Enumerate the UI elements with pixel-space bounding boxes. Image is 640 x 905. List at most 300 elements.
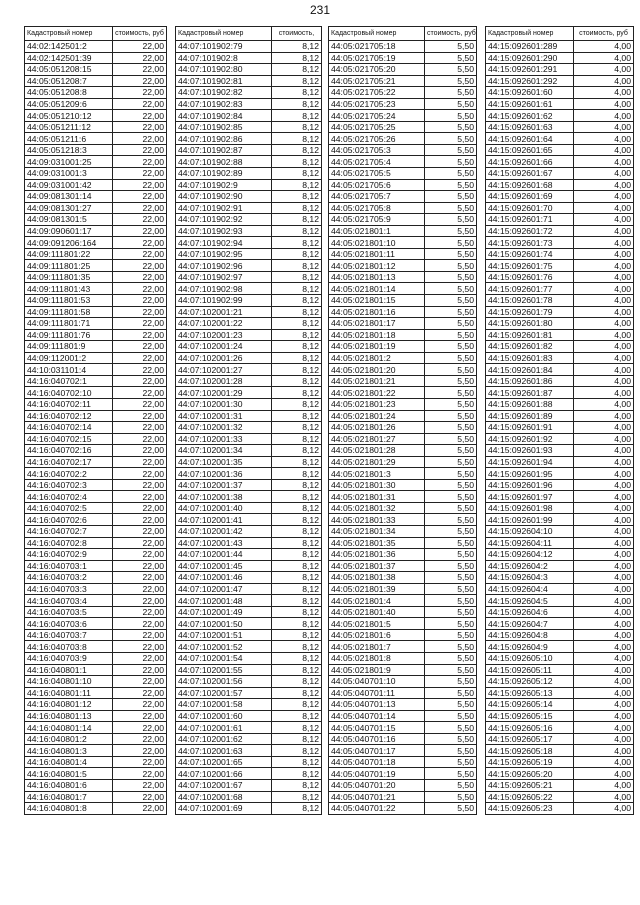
table-header xyxy=(25,27,167,41)
cost-cell: 8,12 xyxy=(272,168,322,180)
cost-cell: 4,00 xyxy=(574,479,634,491)
cadastral-number-cell: 44:05:021801:5 xyxy=(329,618,425,630)
cost-cell: 8,12 xyxy=(272,364,322,376)
cost-cell: 4,00 xyxy=(574,595,634,607)
cadastral-number-cell: 44:16:040702:4 xyxy=(25,491,113,503)
table-row xyxy=(486,733,634,745)
cost-cell: 8,12 xyxy=(272,64,322,76)
cost-cell: 4,00 xyxy=(574,375,634,387)
cost-cell: 5,50 xyxy=(425,525,477,537)
table-row xyxy=(176,387,322,399)
cadastral-number-cell: 44:16:040702:8 xyxy=(25,537,113,549)
table-row xyxy=(176,237,322,249)
table-row xyxy=(329,87,477,99)
cadastral-number-cell: 44:05:021705:26 xyxy=(329,133,425,145)
table-row xyxy=(176,549,322,561)
table-row xyxy=(25,595,167,607)
table-row xyxy=(329,144,477,156)
table-row xyxy=(176,699,322,711)
table-row xyxy=(176,168,322,180)
table-row xyxy=(486,87,634,99)
table-row xyxy=(329,733,477,745)
table-row xyxy=(329,664,477,676)
table-row xyxy=(25,664,167,676)
cadastral-number-cell: 44:16:040801:13 xyxy=(25,710,113,722)
cost-cell: 22,00 xyxy=(113,144,167,156)
cadastral-number-cell: 44:16:040801:6 xyxy=(25,780,113,792)
cost-cell: 5,50 xyxy=(425,768,477,780)
cost-cell: 5,50 xyxy=(425,110,477,122)
cost-cell: 8,12 xyxy=(272,687,322,699)
cadastral-number-cell: 44:05:021705:25 xyxy=(329,121,425,133)
table-row xyxy=(25,722,167,734)
cadastral-number-cell: 44:05:021705:22 xyxy=(329,87,425,99)
cadastral-number-cell: 44:05:021801:18 xyxy=(329,329,425,341)
cadastral-number-cell: 44:16:040702:2 xyxy=(25,468,113,480)
cost-cell: 4,00 xyxy=(574,560,634,572)
cost-cell: 22,00 xyxy=(113,710,167,722)
table-row xyxy=(176,652,322,664)
cost-cell: 5,50 xyxy=(425,583,477,595)
table-row xyxy=(329,560,477,572)
table-row xyxy=(486,572,634,584)
cadastral-number-cell: 44:15:092601:74 xyxy=(486,248,574,260)
table-row xyxy=(329,468,477,480)
cost-cell: 4,00 xyxy=(574,398,634,410)
cost-cell: 22,00 xyxy=(113,652,167,664)
table-row xyxy=(486,664,634,676)
cadastral-number-cell: 44:15:092604:11 xyxy=(486,537,574,549)
cadastral-number-cell: 44:05:040701:11 xyxy=(329,687,425,699)
cost-cell: 4,00 xyxy=(574,87,634,99)
cost-cell: 5,50 xyxy=(425,572,477,584)
cadastral-number-cell: 44:16:040801:7 xyxy=(25,791,113,803)
cadastral-number-cell: 44:07:102001:46 xyxy=(176,572,272,584)
cost-cell: 4,00 xyxy=(574,410,634,422)
cost-cell: 22,00 xyxy=(113,537,167,549)
cadastral-number-cell: 44:05:040701:19 xyxy=(329,768,425,780)
table-row xyxy=(176,676,322,688)
cost-cell: 22,00 xyxy=(113,422,167,434)
cost-cell: 5,50 xyxy=(425,780,477,792)
cadastral-number-cell: 44:07:102001:68 xyxy=(176,791,272,803)
cadastral-number-cell: 44:07:102001:65 xyxy=(176,756,272,768)
table-row xyxy=(176,41,322,53)
cost-cell: 4,00 xyxy=(574,445,634,457)
cadastral-number-cell: 44:07:101902:9 xyxy=(176,179,272,191)
table-row xyxy=(176,710,322,722)
cost-cell: 22,00 xyxy=(113,629,167,641)
table-row xyxy=(176,641,322,653)
table-row xyxy=(329,214,477,226)
cadastral-number-cell: 44:02:142501:39 xyxy=(25,52,113,64)
cost-cell: 4,00 xyxy=(574,618,634,630)
table-row xyxy=(329,237,477,249)
cost-cell: 8,12 xyxy=(272,572,322,584)
cadastral-number-cell: 44:16:040703:5 xyxy=(25,606,113,618)
table-row xyxy=(176,271,322,283)
cost-cell: 22,00 xyxy=(113,445,167,457)
cost-cell: 8,12 xyxy=(272,410,322,422)
table-row xyxy=(176,352,322,364)
table-row xyxy=(25,375,167,387)
table-row xyxy=(329,75,477,87)
cadastral-number-cell: 44:05:021801:22 xyxy=(329,387,425,399)
header-cadastral-number: Кадастровый номер xyxy=(329,27,425,41)
cost-cell: 5,50 xyxy=(425,502,477,514)
cadastral-number-cell: 44:15:092601:88 xyxy=(486,398,574,410)
cadastral-number-cell: 44:16:040801:10 xyxy=(25,676,113,688)
cadastral-number-cell: 44:05:040701:14 xyxy=(329,710,425,722)
table-row xyxy=(176,410,322,422)
table-row xyxy=(329,387,477,399)
cadastral-number-cell: 44:05:021801:28 xyxy=(329,445,425,457)
cadastral-number-cell: 44:15:092601:84 xyxy=(486,364,574,376)
cadastral-number-cell: 44:07:102001:27 xyxy=(176,364,272,376)
cost-cell: 5,50 xyxy=(425,733,477,745)
table-row xyxy=(25,733,167,745)
table-row xyxy=(329,456,477,468)
cadastral-number-cell: 44:07:102001:31 xyxy=(176,410,272,422)
cadastral-number-cell: 44:07:101902:97 xyxy=(176,271,272,283)
cadastral-number-cell: 44:07:102001:26 xyxy=(176,352,272,364)
table-row xyxy=(176,225,322,237)
cadastral-number-cell: 44:15:092601:77 xyxy=(486,283,574,295)
table-row xyxy=(25,133,167,145)
cost-cell: 8,12 xyxy=(272,225,322,237)
table-row xyxy=(25,214,167,226)
cost-cell: 4,00 xyxy=(574,121,634,133)
cost-cell: 8,12 xyxy=(272,456,322,468)
cost-cell: 8,12 xyxy=(272,664,322,676)
table-row xyxy=(486,433,634,445)
cost-cell: 8,12 xyxy=(272,699,322,711)
cadastral-number-cell: 44:15:092601:91 xyxy=(486,422,574,434)
table-row xyxy=(329,641,477,653)
table-row xyxy=(486,537,634,549)
cost-cell: 4,00 xyxy=(574,144,634,156)
cost-cell: 8,12 xyxy=(272,549,322,561)
table-row xyxy=(25,491,167,503)
table-row xyxy=(176,537,322,549)
cadastral-number-cell: 44:07:102001:51 xyxy=(176,629,272,641)
cadastral-number-cell: 44:07:102001:57 xyxy=(176,687,272,699)
cost-cell: 8,12 xyxy=(272,87,322,99)
cost-cell: 22,00 xyxy=(113,271,167,283)
table-row xyxy=(329,710,477,722)
cadastral-number-cell: 44:07:101902:82 xyxy=(176,87,272,99)
cost-cell: 8,12 xyxy=(272,537,322,549)
cost-cell: 4,00 xyxy=(574,652,634,664)
cadastral-number-cell: 44:05:021705:18 xyxy=(329,41,425,53)
cost-cell: 5,50 xyxy=(425,549,477,561)
cadastral-number-cell: 44:16:040801:11 xyxy=(25,687,113,699)
table-row xyxy=(486,491,634,503)
cost-cell: 8,12 xyxy=(272,121,322,133)
cost-cell: 5,50 xyxy=(425,202,477,214)
cadastral-number-cell: 44:15:092604:3 xyxy=(486,572,574,584)
cadastral-number-cell: 44:07:102001:43 xyxy=(176,537,272,549)
cadastral-number-cell: 44:07:102001:67 xyxy=(176,780,272,792)
table-row xyxy=(25,121,167,133)
cost-cell: 8,12 xyxy=(272,445,322,457)
cadastral-number-cell: 44:15:092604:12 xyxy=(486,549,574,561)
cost-cell: 5,50 xyxy=(425,664,477,676)
table-row xyxy=(486,179,634,191)
cadastral-number-cell: 44:05:021801:33 xyxy=(329,514,425,526)
cost-cell: 4,00 xyxy=(574,491,634,503)
table-row xyxy=(329,191,477,203)
cost-cell: 5,50 xyxy=(425,387,477,399)
cadastral-number-cell: 44:16:040801:5 xyxy=(25,768,113,780)
cost-cell: 5,50 xyxy=(425,687,477,699)
cost-cell: 5,50 xyxy=(425,225,477,237)
cost-cell: 22,00 xyxy=(113,722,167,734)
cost-cell: 8,12 xyxy=(272,514,322,526)
cadastral-number-cell: 44:07:101902:83 xyxy=(176,98,272,110)
table-row xyxy=(176,572,322,584)
cost-cell: 4,00 xyxy=(574,502,634,514)
table-row xyxy=(25,479,167,491)
cadastral-number-cell: 44:05:021801:4 xyxy=(329,595,425,607)
cadastral-number-cell: 44:09:031001:3 xyxy=(25,168,113,180)
cadastral-number-cell: 44:15:092601:64 xyxy=(486,133,574,145)
cadastral-number-cell: 44:07:102001:23 xyxy=(176,329,272,341)
table-row xyxy=(486,780,634,792)
cost-cell: 8,12 xyxy=(272,652,322,664)
table-row xyxy=(176,98,322,110)
cost-cell: 4,00 xyxy=(574,791,634,803)
table-row xyxy=(25,168,167,180)
cadastral-number-cell: 44:05:021801:39 xyxy=(329,583,425,595)
cadastral-number-cell: 44:15:092601:79 xyxy=(486,306,574,318)
cost-cell: 4,00 xyxy=(574,641,634,653)
table-row xyxy=(329,768,477,780)
cadastral-number-cell: 44:09:111801:35 xyxy=(25,271,113,283)
cost-cell: 22,00 xyxy=(113,341,167,353)
table-row xyxy=(25,629,167,641)
table-row xyxy=(486,260,634,272)
cost-cell: 5,50 xyxy=(425,133,477,145)
cadastral-number-cell: 44:05:021705:23 xyxy=(329,98,425,110)
cadastral-number-cell: 44:05:021801:27 xyxy=(329,433,425,445)
table-row xyxy=(25,295,167,307)
cadastral-number-cell: 44:15:092601:65 xyxy=(486,144,574,156)
cadastral-number-cell: 44:05:021801:1 xyxy=(329,225,425,237)
cadastral-number-cell: 44:15:092601:94 xyxy=(486,456,574,468)
cadastral-number-cell: 44:15:092605:20 xyxy=(486,768,574,780)
cadastral-number-cell: 44:07:102001:66 xyxy=(176,768,272,780)
cadastral-number-cell: 44:07:102001:48 xyxy=(176,595,272,607)
table-row xyxy=(25,618,167,630)
cost-cell: 22,00 xyxy=(113,64,167,76)
cadastral-number-cell: 44:07:102001:61 xyxy=(176,722,272,734)
cost-cell: 8,12 xyxy=(272,583,322,595)
cost-cell: 5,50 xyxy=(425,75,477,87)
table-row xyxy=(25,156,167,168)
table-row xyxy=(176,768,322,780)
table-row xyxy=(176,341,322,353)
cadastral-number-cell: 44:05:040701:13 xyxy=(329,699,425,711)
cost-cell: 8,12 xyxy=(272,629,322,641)
cadastral-number-cell: 44:16:040702:15 xyxy=(25,433,113,445)
cadastral-number-cell: 44:15:092604:5 xyxy=(486,595,574,607)
table-row xyxy=(486,791,634,803)
cost-cell: 22,00 xyxy=(113,168,167,180)
table-row xyxy=(176,502,322,514)
cost-cell: 8,12 xyxy=(272,191,322,203)
table-row xyxy=(176,733,322,745)
cost-cell: 22,00 xyxy=(113,98,167,110)
cost-cell: 4,00 xyxy=(574,341,634,353)
cost-cell: 4,00 xyxy=(574,710,634,722)
cadastral-number-cell: 44:16:040702:3 xyxy=(25,479,113,491)
table-row xyxy=(25,756,167,768)
cost-cell: 22,00 xyxy=(113,768,167,780)
table-header xyxy=(486,27,634,41)
table-row xyxy=(25,64,167,76)
cadastral-number-cell: 44:15:092601:73 xyxy=(486,237,574,249)
cadastral-number-cell: 44:02:142501:2 xyxy=(25,41,113,53)
table-row xyxy=(176,780,322,792)
table-row xyxy=(176,133,322,145)
cost-cell: 4,00 xyxy=(574,468,634,480)
cost-cell: 8,12 xyxy=(272,756,322,768)
cadastral-number-cell: 44:15:092601:99 xyxy=(486,514,574,526)
table-row xyxy=(486,803,634,815)
cost-cell: 22,00 xyxy=(113,75,167,87)
cadastral-number-cell: 44:15:092601:291 xyxy=(486,64,574,76)
table-row xyxy=(486,710,634,722)
cost-cell: 5,50 xyxy=(425,52,477,64)
table-row xyxy=(176,456,322,468)
table-row xyxy=(329,491,477,503)
cadastral-number-cell: 44:05:021801:15 xyxy=(329,295,425,307)
cadastral-number-cell: 44:15:092605:13 xyxy=(486,687,574,699)
cost-cell: 22,00 xyxy=(113,225,167,237)
table-row xyxy=(486,687,634,699)
cost-cell: 8,12 xyxy=(272,41,322,53)
cost-cell: 4,00 xyxy=(574,745,634,757)
cadastral-number-cell: 44:05:021801:29 xyxy=(329,456,425,468)
cost-cell: 8,12 xyxy=(272,52,322,64)
cadastral-number-cell: 44:07:102001:44 xyxy=(176,549,272,561)
table-row xyxy=(486,318,634,330)
cost-cell: 4,00 xyxy=(574,768,634,780)
cadastral-number-cell: 44:16:040703:6 xyxy=(25,618,113,630)
cost-cell: 22,00 xyxy=(113,329,167,341)
cost-cell: 4,00 xyxy=(574,583,634,595)
cost-cell: 8,12 xyxy=(272,341,322,353)
cost-cell: 5,50 xyxy=(425,456,477,468)
cost-cell: 22,00 xyxy=(113,260,167,272)
cadastral-number-cell: 44:07:102001:28 xyxy=(176,375,272,387)
cadastral-number-cell: 44:16:040703:3 xyxy=(25,583,113,595)
cadastral-number-cell: 44:15:092605:18 xyxy=(486,745,574,757)
table-row xyxy=(329,445,477,457)
table-row xyxy=(25,191,167,203)
cadastral-number-cell: 44:07:102001:37 xyxy=(176,479,272,491)
table-row xyxy=(486,722,634,734)
cost-cell: 8,12 xyxy=(272,318,322,330)
cost-cell: 4,00 xyxy=(574,214,634,226)
table-row xyxy=(25,780,167,792)
table-row xyxy=(329,52,477,64)
table-row xyxy=(486,525,634,537)
cost-cell: 5,50 xyxy=(425,398,477,410)
cadastral-number-cell: 44:15:092605:23 xyxy=(486,803,574,815)
cost-cell: 22,00 xyxy=(113,502,167,514)
table-row xyxy=(176,52,322,64)
cadastral-number-cell: 44:07:102001:33 xyxy=(176,433,272,445)
cadastral-number-cell: 44:05:021801:6 xyxy=(329,629,425,641)
cost-cell: 22,00 xyxy=(113,606,167,618)
table-row xyxy=(25,98,167,110)
header-cost: стоимость, руб xyxy=(574,27,634,41)
table-row xyxy=(329,722,477,734)
cadastral-number-cell: 44:09:111801:71 xyxy=(25,318,113,330)
cadastral-number-cell: 44:15:092601:70 xyxy=(486,202,574,214)
cadastral-number-cell: 44:05:021705:5 xyxy=(329,168,425,180)
table-row xyxy=(25,456,167,468)
cost-cell: 22,00 xyxy=(113,248,167,260)
cadastral-number-cell: 44:05:021801:30 xyxy=(329,479,425,491)
table-row xyxy=(25,341,167,353)
cadastral-number-cell: 44:15:092604:8 xyxy=(486,629,574,641)
table-row xyxy=(486,144,634,156)
cost-cell: 8,12 xyxy=(272,733,322,745)
cost-cell: 4,00 xyxy=(574,295,634,307)
table-row xyxy=(176,295,322,307)
table-row xyxy=(486,756,634,768)
cadastral-number-cell: 44:05:021705:9 xyxy=(329,214,425,226)
table-row xyxy=(176,606,322,618)
cost-cell: 4,00 xyxy=(574,433,634,445)
cadastral-number-cell: 44:07:101902:80 xyxy=(176,64,272,76)
cadastral-number-cell: 44:05:021801:19 xyxy=(329,341,425,353)
cost-cell: 8,12 xyxy=(272,803,322,815)
table-row xyxy=(25,352,167,364)
cadastral-number-cell: 44:05:021801:13 xyxy=(329,271,425,283)
cost-cell: 8,12 xyxy=(272,387,322,399)
cadastral-number-cell: 44:16:040703:8 xyxy=(25,641,113,653)
cost-cell: 22,00 xyxy=(113,410,167,422)
cost-cell: 4,00 xyxy=(574,168,634,180)
cost-cell: 22,00 xyxy=(113,318,167,330)
cost-cell: 5,50 xyxy=(425,364,477,376)
cost-cell: 5,50 xyxy=(425,283,477,295)
table-row xyxy=(329,606,477,618)
cost-cell: 8,12 xyxy=(272,110,322,122)
table-row xyxy=(25,110,167,122)
table-row xyxy=(25,75,167,87)
cost-cell: 22,00 xyxy=(113,549,167,561)
table-row xyxy=(25,549,167,561)
cost-cell: 4,00 xyxy=(574,318,634,330)
cost-cell: 8,12 xyxy=(272,641,322,653)
table-row xyxy=(329,64,477,76)
cadastral-number-cell: 44:07:102001:35 xyxy=(176,456,272,468)
cadastral-number-cell: 44:16:040801:12 xyxy=(25,699,113,711)
cadastral-number-cell: 44:15:092601:93 xyxy=(486,445,574,457)
cadastral-number-cell: 44:09:111801:53 xyxy=(25,295,113,307)
cost-cell: 5,50 xyxy=(425,606,477,618)
table-row xyxy=(486,75,634,87)
cost-cell: 5,50 xyxy=(425,214,477,226)
cost-cell: 8,12 xyxy=(272,237,322,249)
cadastral-number-cell: 44:09:111801:25 xyxy=(25,260,113,272)
cadastral-number-cell: 44:16:040801:1 xyxy=(25,664,113,676)
